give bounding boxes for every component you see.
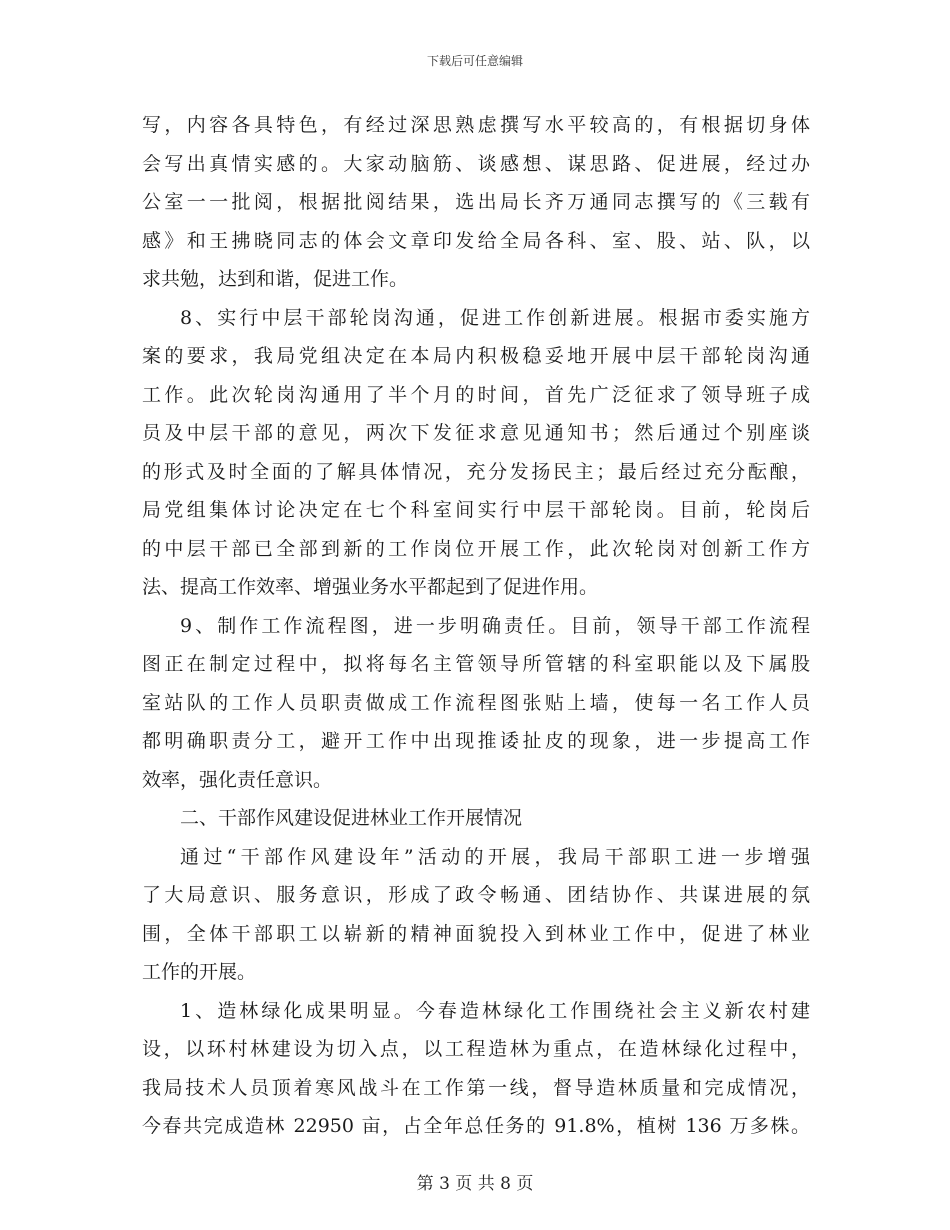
text-line: 8、实行中层干部轮岗沟通，促进工作创新进展。根据市委实施方 <box>180 306 810 329</box>
text-line: 员及中层干部的意见，两次下发征求意见通知书；然后通过个别座谈 <box>142 422 810 444</box>
text-line: 法、提高工作效率、增强业务水平都起到了促进作用。 <box>142 576 599 598</box>
text-line: 了大局意识、服务意识，形成了政令畅通、团结协作、共谋进展的氛 <box>142 884 810 906</box>
text-line: 设，以环村林建设为切入点，以工程造林为重点，在造林绿化过程中， <box>142 1038 810 1060</box>
text-line: 的形式及时全面的了解具体情况，充分发扬民主；最后经过充分酝酿， <box>142 460 810 483</box>
text-line: 都明确职责分工，避开工作中出现推诿扯皮的现象，进一步提高工作 <box>142 730 810 752</box>
text-line: 局党组集体讨论决定在七个科室间实行中层干部轮岗。目前，轮岗后 <box>142 499 810 521</box>
text-line: 我局技术人员顶着寒风战斗在工作第一线，督导造林质量和完成情况， <box>142 1076 810 1099</box>
text-line: 的中层干部已全部到新的工作岗位开展工作，此次轮岗对创新工作方 <box>142 537 810 560</box>
text-line: 写，内容各具特色，有经过深思熟虑撰写水平较高的，有根据切身体 <box>142 114 810 136</box>
text-line: 公室一一批阅，根据批阅结果，选出局长齐万通同志撰写的《三载有 <box>142 191 810 213</box>
text-line: 1、造林绿化成果明显。今春造林绿化工作围绕社会主义新农村建 <box>180 999 810 1022</box>
text-line: 工作。此次轮岗沟通用了半个月的时间，首先广泛征求了领导班子成 <box>142 383 810 406</box>
text-line: 求共勉，达到和谐，促进工作。 <box>142 268 409 290</box>
text-line: 效率，强化责任意识。 <box>142 768 333 791</box>
text-line: 9、制作工作流程图，进一步明确责任。目前，领导干部工作流程 <box>180 614 810 637</box>
text-line: 今春共完成造林 22950 亩，占全年总任务的 91.8%，植树 136 万多株。 <box>142 1115 810 1137</box>
page-header: 下载后可任意编辑 <box>426 54 523 68</box>
text-line: 感》和王拂晓同志的体会文章印发给全局各科、室、股、站、队，以 <box>142 229 810 252</box>
text-line: 会写出真情实感的。大家动脑筋、谈感想、谋思路、促进展，经过办 <box>142 152 810 175</box>
text-line: 二、干部作风建设促进林业工作开展情况 <box>180 807 523 829</box>
text-line: 图正在制定过程中，拟将每名主管领导所管辖的科室职能以及下属股 <box>142 653 810 675</box>
text-line: 围，全体干部职工以崭新的精神面貌投入到林业工作中，促进了林业 <box>142 922 810 945</box>
page-number-footer: 第 3 页 共 8 页 <box>416 1174 534 1194</box>
text-line: 室站队的工作人员职责做成工作流程图张贴上墙，使每一名工作人员 <box>142 691 810 714</box>
text-line: 工作的开展。 <box>142 961 257 983</box>
text-line: 案的要求，我局党组决定在本局内积极稳妥地开展中层干部轮岗沟通 <box>142 345 810 367</box>
document-body <box>142 106 810 1146</box>
text-line: 通过“干部作风建设年”活动的开展，我局干部职工进一步增强 <box>180 845 810 868</box>
